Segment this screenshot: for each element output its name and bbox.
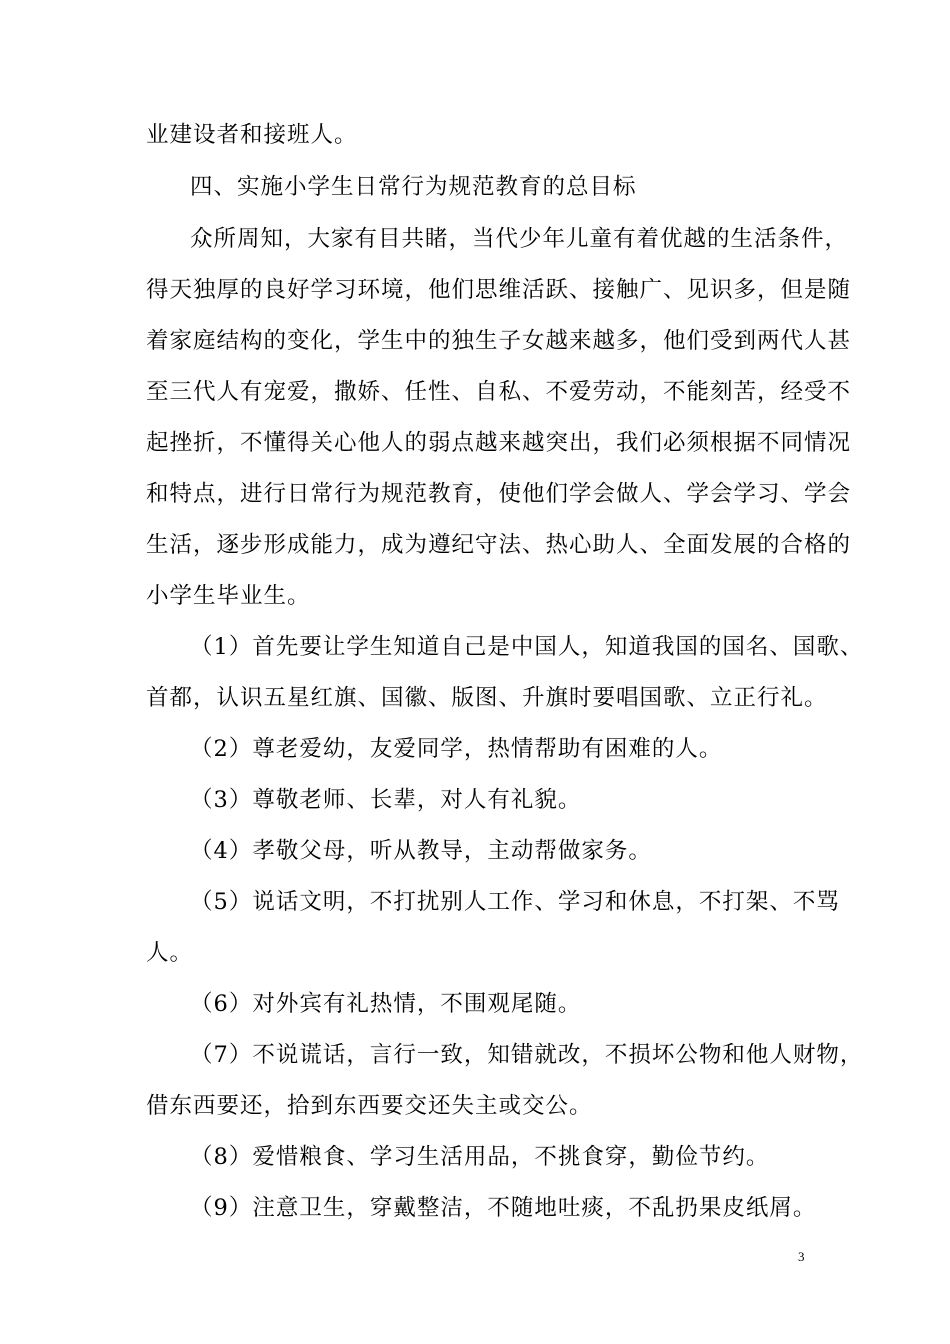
text-line: 得天独厚的良好学习环境，他们思维活跃、接触广、见识多，但是随 xyxy=(146,277,852,303)
list-item: （3）尊敬老师、长辈，对人有礼貌。 xyxy=(190,787,582,813)
section-heading: 四、实施小学生日常行为规范教育的总目标 xyxy=(190,174,637,200)
list-item: （9）注意卫生，穿戴整洁，不随地吐痰，不乱扔果皮纸屑。 xyxy=(190,1195,817,1221)
text-line: 业建设者和接班人。 xyxy=(146,122,358,148)
text-line: 生活，逐步形成能力，成为遵纪守法、热心助人、全面发展的合格的 xyxy=(146,532,852,558)
text-line: 着家庭结构的变化，学生中的独生子女越来越多，他们受到两代人甚 xyxy=(146,328,852,354)
text-line: 首都，认识五星红旗、国徽、版图、升旗时要唱国歌、立正行礼。 xyxy=(146,685,828,711)
text-line: 至三代人有宠爱，撒娇、任性、自私、不爱劳动，不能刻苦，经受不 xyxy=(146,379,852,405)
text-line: 众所周知，大家有目共睹，当代少年儿童有着优越的生活条件， xyxy=(190,226,849,252)
list-item: （5）说话文明，不打扰别人工作、学习和休息，不打架、不骂 xyxy=(190,889,840,915)
list-item: （2）尊老爱幼，友爱同学，热情帮助有困难的人。 xyxy=(190,736,723,762)
list-item: （4）孝敬父母，听从教导，主动帮做家务。 xyxy=(190,838,652,864)
page-number: 3 xyxy=(798,1249,805,1264)
text-line: 人。 xyxy=(146,940,194,966)
text-line: 和特点，进行日常行为规范教育，使他们学会做人、学会学习、学会 xyxy=(146,481,852,507)
list-item: （7）不说谎话，言行一致，知错就改，不损坏公物和他人财物， xyxy=(190,1042,864,1068)
list-item: （6）对外宾有礼热情，不围观尾随。 xyxy=(190,991,582,1017)
list-item: （8）爱惜粮食、学习生活用品，不挑食穿，勤俭节约。 xyxy=(190,1144,770,1170)
text-line: 小学生毕业生。 xyxy=(146,583,311,609)
text-line: 借东西要还，拾到东西要交还失主或交公。 xyxy=(146,1093,593,1119)
list-item: （1）首先要让学生知道自己是中国人，知道我国的国名、国歌、 xyxy=(190,634,864,660)
text-line: 起挫折，不懂得关心他人的弱点越来越突出，我们必须根据不同情况 xyxy=(146,430,852,456)
